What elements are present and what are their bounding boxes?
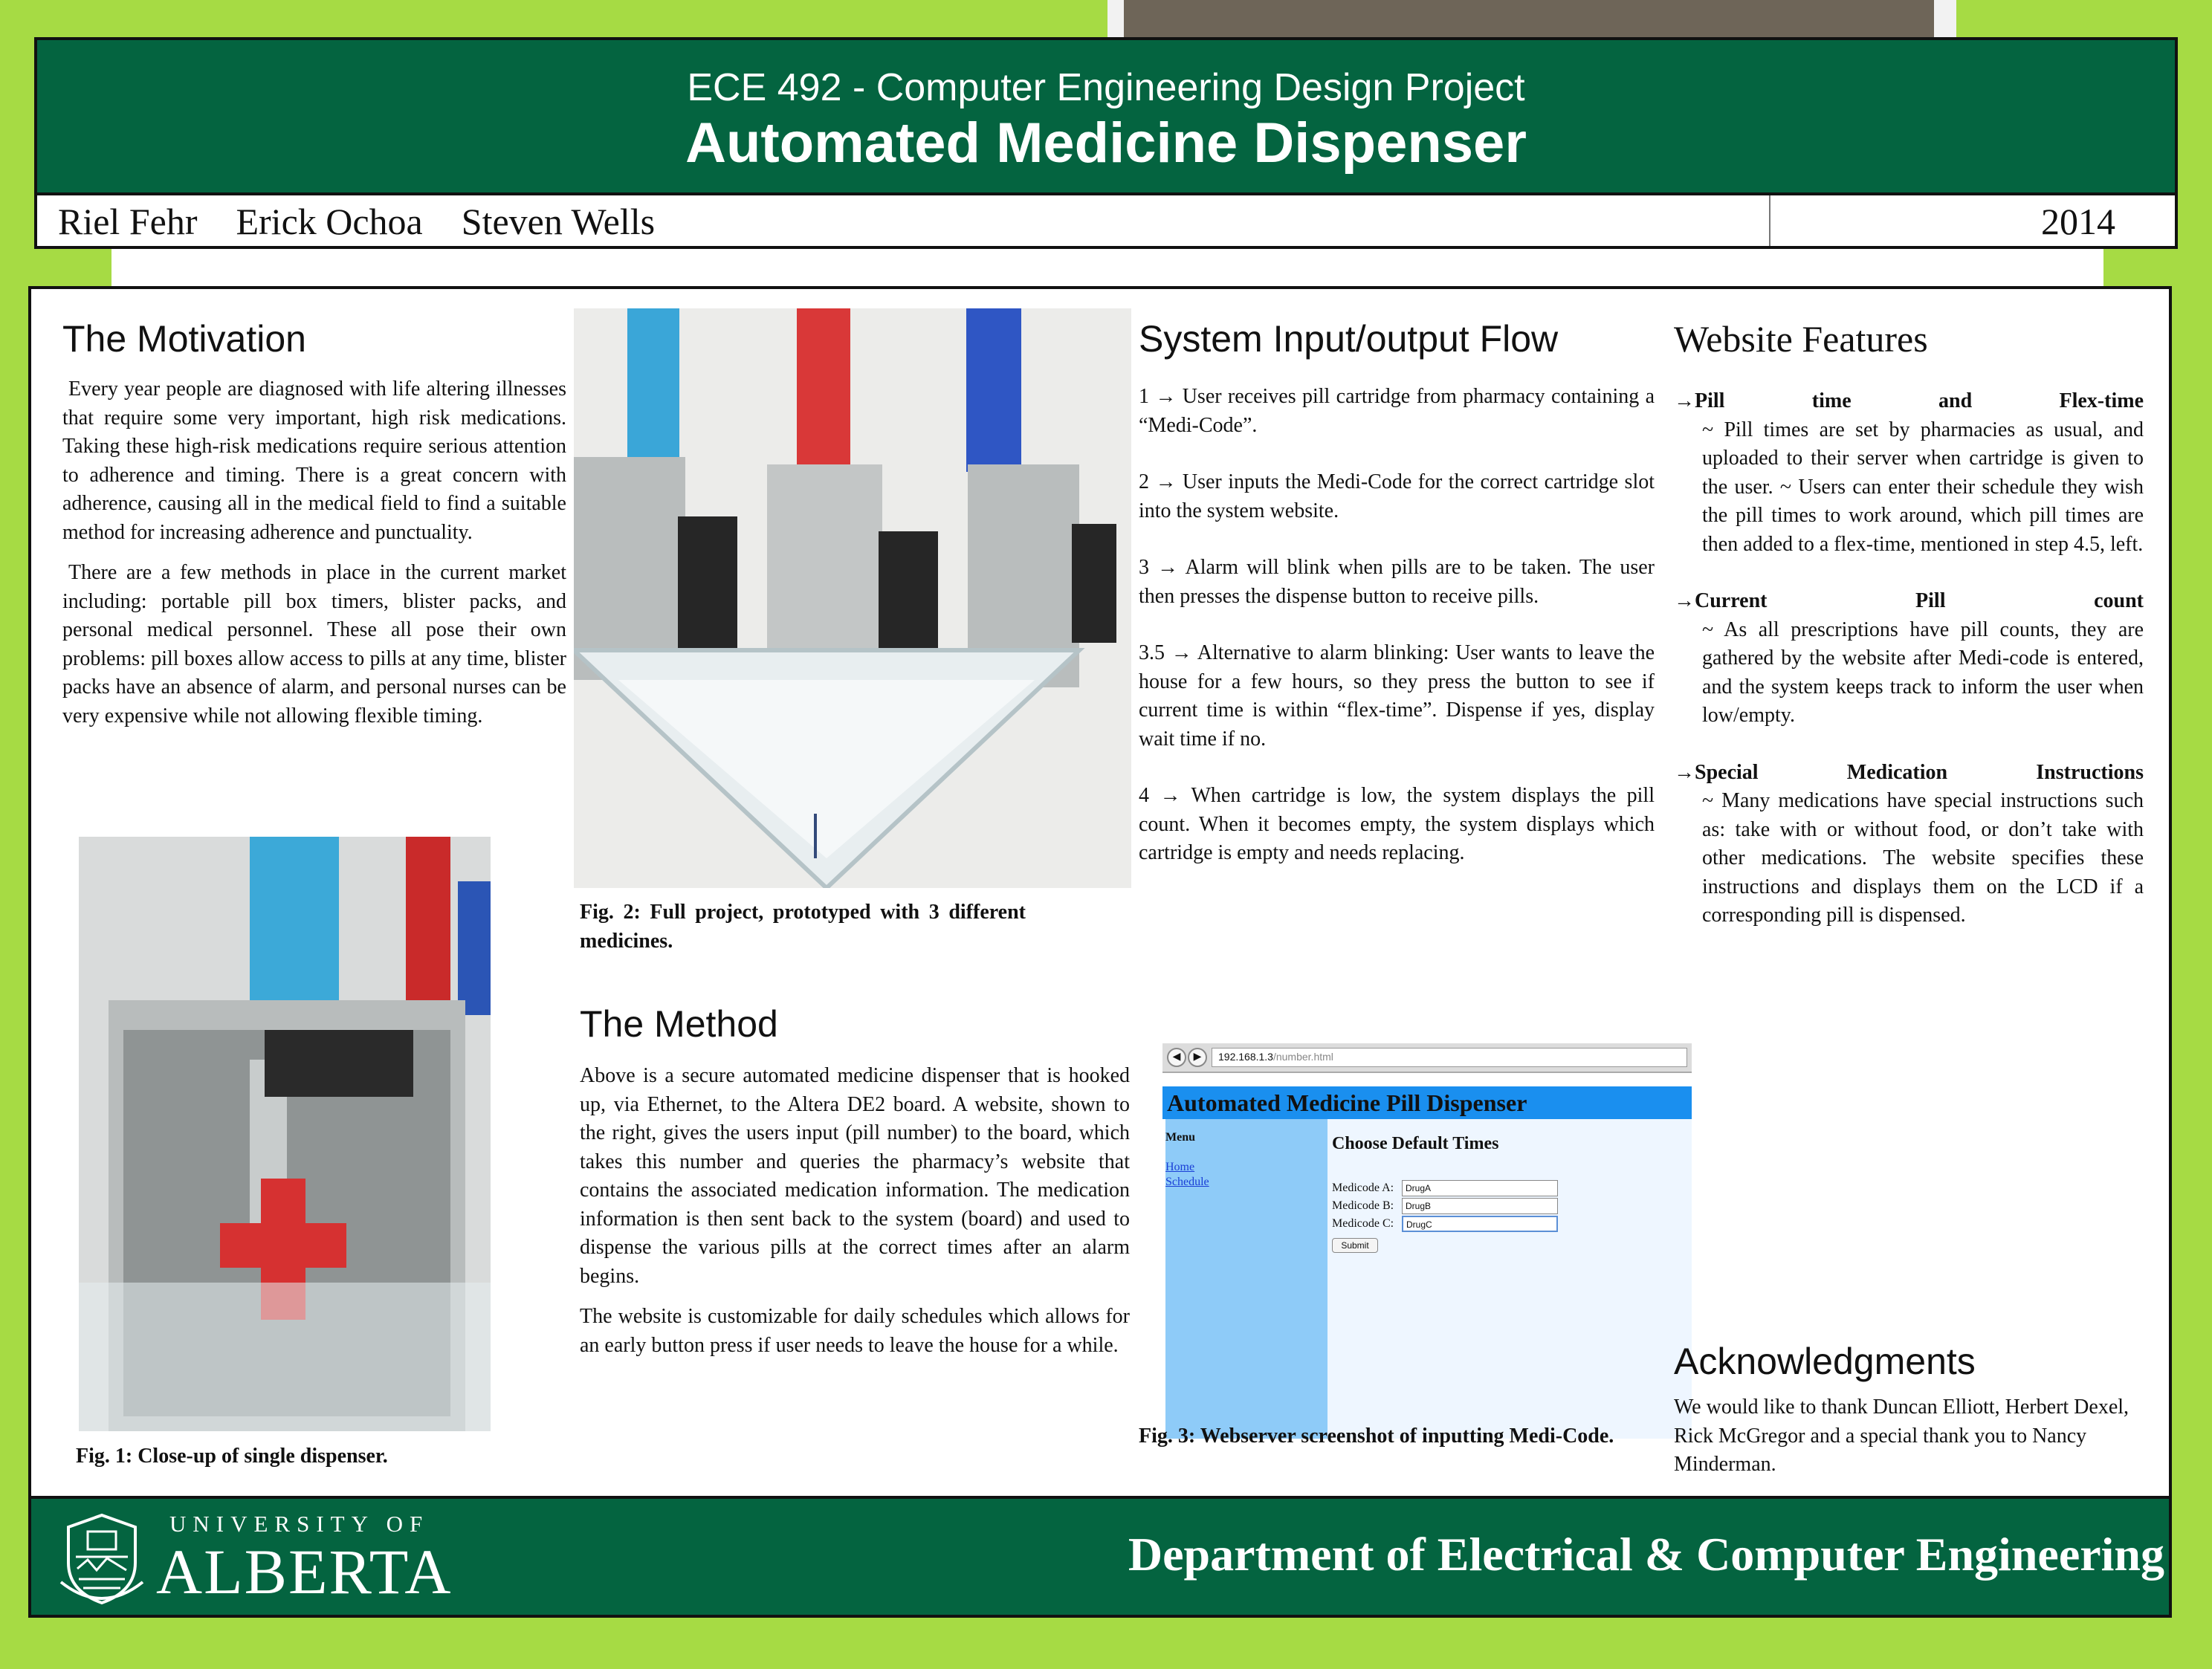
web-form-heading: Choose Default Times <box>1332 1134 1499 1153</box>
back-icon[interactable]: ◀ <box>1167 1048 1186 1067</box>
acknowledgments-section <box>1674 1340 2144 1480</box>
medicode-b-input[interactable]: DrugB <box>1402 1198 1558 1214</box>
flow-step: 1 → User receives pill cartridge from pharmacy containing a “Medi-Code”. <box>1139 385 1655 437</box>
fig2-caption: Fig. 2: Full project, prototyped with 3 different medicines. <box>580 901 1026 953</box>
feature-title-word: count <box>2094 589 2144 612</box>
web-submit-button[interactable]: Submit <box>1332 1238 1378 1253</box>
url-bar[interactable] <box>1212 1048 1687 1067</box>
features-heading: Website Features <box>1674 318 1928 360</box>
web-menu-link-home[interactable]: Home <box>1165 1161 1195 1173</box>
web-field-row <box>1332 1182 1555 1199</box>
method-heading: The Method <box>580 1003 778 1045</box>
motivation-paragraph: Every year people are diagnosed with life altering illnesses that require some very important, high risk medications. Taking these high-risk medications require serious attention to adherence and timing. There is a great concern with adherence, causing all in the medical field to find a suitable method for increasing adherence and punctuality. <box>62 377 566 544</box>
web-title: Automated Medicine Pill Dispenser <box>1167 1089 1527 1116</box>
authors-row <box>37 192 2175 246</box>
course-title: ECE 492 - Computer Engineering Design Project <box>687 66 1525 109</box>
dispenser-closeup-illustration <box>79 837 491 1431</box>
author-name: Erick Ochoa <box>236 201 423 242</box>
medicode-c-input[interactable]: DrugC <box>1402 1216 1558 1232</box>
feature-title-word: Instructions <box>2036 760 2144 784</box>
url-path: /number.html <box>1272 1051 1333 1063</box>
forward-icon[interactable]: ▶ <box>1188 1048 1207 1067</box>
motivation-heading: The Motivation <box>62 318 306 360</box>
background-stripe-white <box>1107 0 1124 39</box>
flow-heading: System Input/output Flow <box>1139 318 1559 360</box>
poster-header <box>34 37 2178 249</box>
feature-title-word: Flex-time <box>2059 389 2144 412</box>
method-paragraph: Above is a secure automated medicine dispenser that is hooked up, via Ethernet, to the Altera DE2 board. A website, shown to the right, gives the users input (pill number) to the board, which takes this number and queries the pharmacy’s website that contains the associated medication information. The medication information is then sent back to the system (board) and used to dispense the various pills at the correct times after an alarm begins. <box>580 1064 1130 1288</box>
browser-bar <box>1162 1043 1692 1073</box>
background-stripe-mid <box>111 249 2103 286</box>
flow-step: 3.5 → Alternative to alarm blinking: User wants to leave the house for a few hours, so they press the button to see if current time is within “flex-time”. Dispense if yes, display wait time if no. <box>1139 641 1655 751</box>
webserver-screenshot <box>1162 1043 1692 1439</box>
dispenser-closeup-photo <box>79 837 491 1431</box>
url-host: 192.168.1.3 <box>1218 1051 1273 1063</box>
author-name: Riel Fehr <box>58 201 198 242</box>
feature-body: ~ Many medications have special instructions such as: take with or without food, or don’t take with other medications. The website specifies these instructions and displays them on the LCD if a corresponding pill is dispensed. <box>1702 789 2144 927</box>
author-name: Steven Wells <box>461 201 656 242</box>
flow-step: 3 → Alarm will blink when pills are to be taken. The user then presses the dispense button to receive pills. <box>1139 556 1655 608</box>
flow-step: 2 → User inputs the Medi-Code for the correct cartridge slot into the system website. <box>1139 470 1655 522</box>
background-stripe-dark <box>1124 0 1934 39</box>
acknowledgments-text: We would like to thank Duncan Elliott, Herbert Dexel, Rick McGregor and a special thank you to Nancy Minderman. <box>1674 1396 2129 1476</box>
medicode-a-input[interactable]: DrugA <box>1402 1180 1558 1196</box>
features-section <box>1674 317 2144 959</box>
year: 2014 <box>1769 195 2175 246</box>
web-field-label: Medicode A: <box>1332 1182 1394 1194</box>
feature-title-word: Medication <box>1846 760 1948 784</box>
feature-title-word: →Current <box>1674 589 1768 612</box>
features-list <box>1674 387 2144 930</box>
web-menu <box>1165 1119 1327 1439</box>
web-field-label: Medicode B: <box>1332 1199 1394 1212</box>
feature-body: ~ Pill times are set by pharmacies as usual, and uploaded to their server when cartridge is given to the user. ~ Users can enter their schedule they wish the pill times to work around, which pill times are then added to a flex-time, mentioned in step 4.5, left. <box>1702 418 2144 556</box>
feature-title <box>1674 587 2144 616</box>
poster-body <box>28 286 2172 1618</box>
web-form-area <box>1327 1119 1692 1439</box>
feature-title-word: Pill <box>1915 589 1946 612</box>
method-section <box>580 1002 1130 1360</box>
full-project-illustration <box>574 308 1131 888</box>
method-paragraph: The website is customizable for daily schedules which allows for an early button press if user needs to leave the house for a while. <box>580 1305 1130 1357</box>
web-menu-link-schedule[interactable]: Schedule <box>1165 1176 1209 1188</box>
full-project-photo <box>574 308 1131 888</box>
feature-title-word: →Special <box>1674 760 1759 784</box>
web-menu-label: Menu <box>1165 1131 1195 1144</box>
feature-title-word: →Pill <box>1674 389 1725 412</box>
background-stripe-white-2 <box>1934 0 1956 39</box>
department-name: Department of Electrical & Computer Engineering <box>1128 1528 2164 1581</box>
feature-title <box>1674 759 2144 788</box>
university-of-text: UNIVERSITY OF <box>169 1511 430 1537</box>
fig1-caption: Fig. 1: Close-up of single dispenser. <box>76 1445 388 1468</box>
authors <box>58 200 693 243</box>
university-crest-icon <box>58 1511 146 1606</box>
feature-title-word: and <box>1938 389 1973 412</box>
flow-section <box>1139 317 1655 896</box>
alberta-wordmark: ALBERTA <box>156 1536 453 1607</box>
feature-body: ~ As all prescriptions have pill counts, they are gathered by the website after Medi-code is entered, and the system keeps track to inform the user when low/empty. <box>1702 618 2144 727</box>
poster-footer <box>31 1496 2169 1615</box>
flow-steps <box>1139 383 1655 868</box>
header-band <box>37 40 2175 192</box>
fig3-caption: Fig. 3: Webserver screenshot of inputting Medi-Code. <box>1139 1425 1614 1448</box>
web-field-label: Medicode C: <box>1332 1217 1394 1230</box>
flow-step: 4 → When cartridge is low, the system displays the pill count. When it becomes empty, the system displays which cartridge is empty and needs replacing. <box>1139 784 1655 864</box>
feature-title-word: time <box>1811 389 1852 412</box>
web-field-row <box>1332 1199 1555 1217</box>
acknowledgments-heading: Acknowledgments <box>1674 1341 1976 1382</box>
poster-title: Automated Medicine Dispenser <box>685 111 1527 175</box>
feature-title <box>1674 387 2144 416</box>
motivation-section <box>62 317 566 730</box>
web-title-bar <box>1162 1086 1692 1119</box>
web-field-row <box>1332 1217 1555 1235</box>
motivation-paragraph: There are a few methods in place in the current market including: portable pill box timers, blister packs, and personal medical personnel. These all pose their own problems: pill boxes allow access to pills at any time, blister packs have an absence of alarm, and personal nurses can be very expensive while not allowing flexible timing. <box>62 561 566 727</box>
